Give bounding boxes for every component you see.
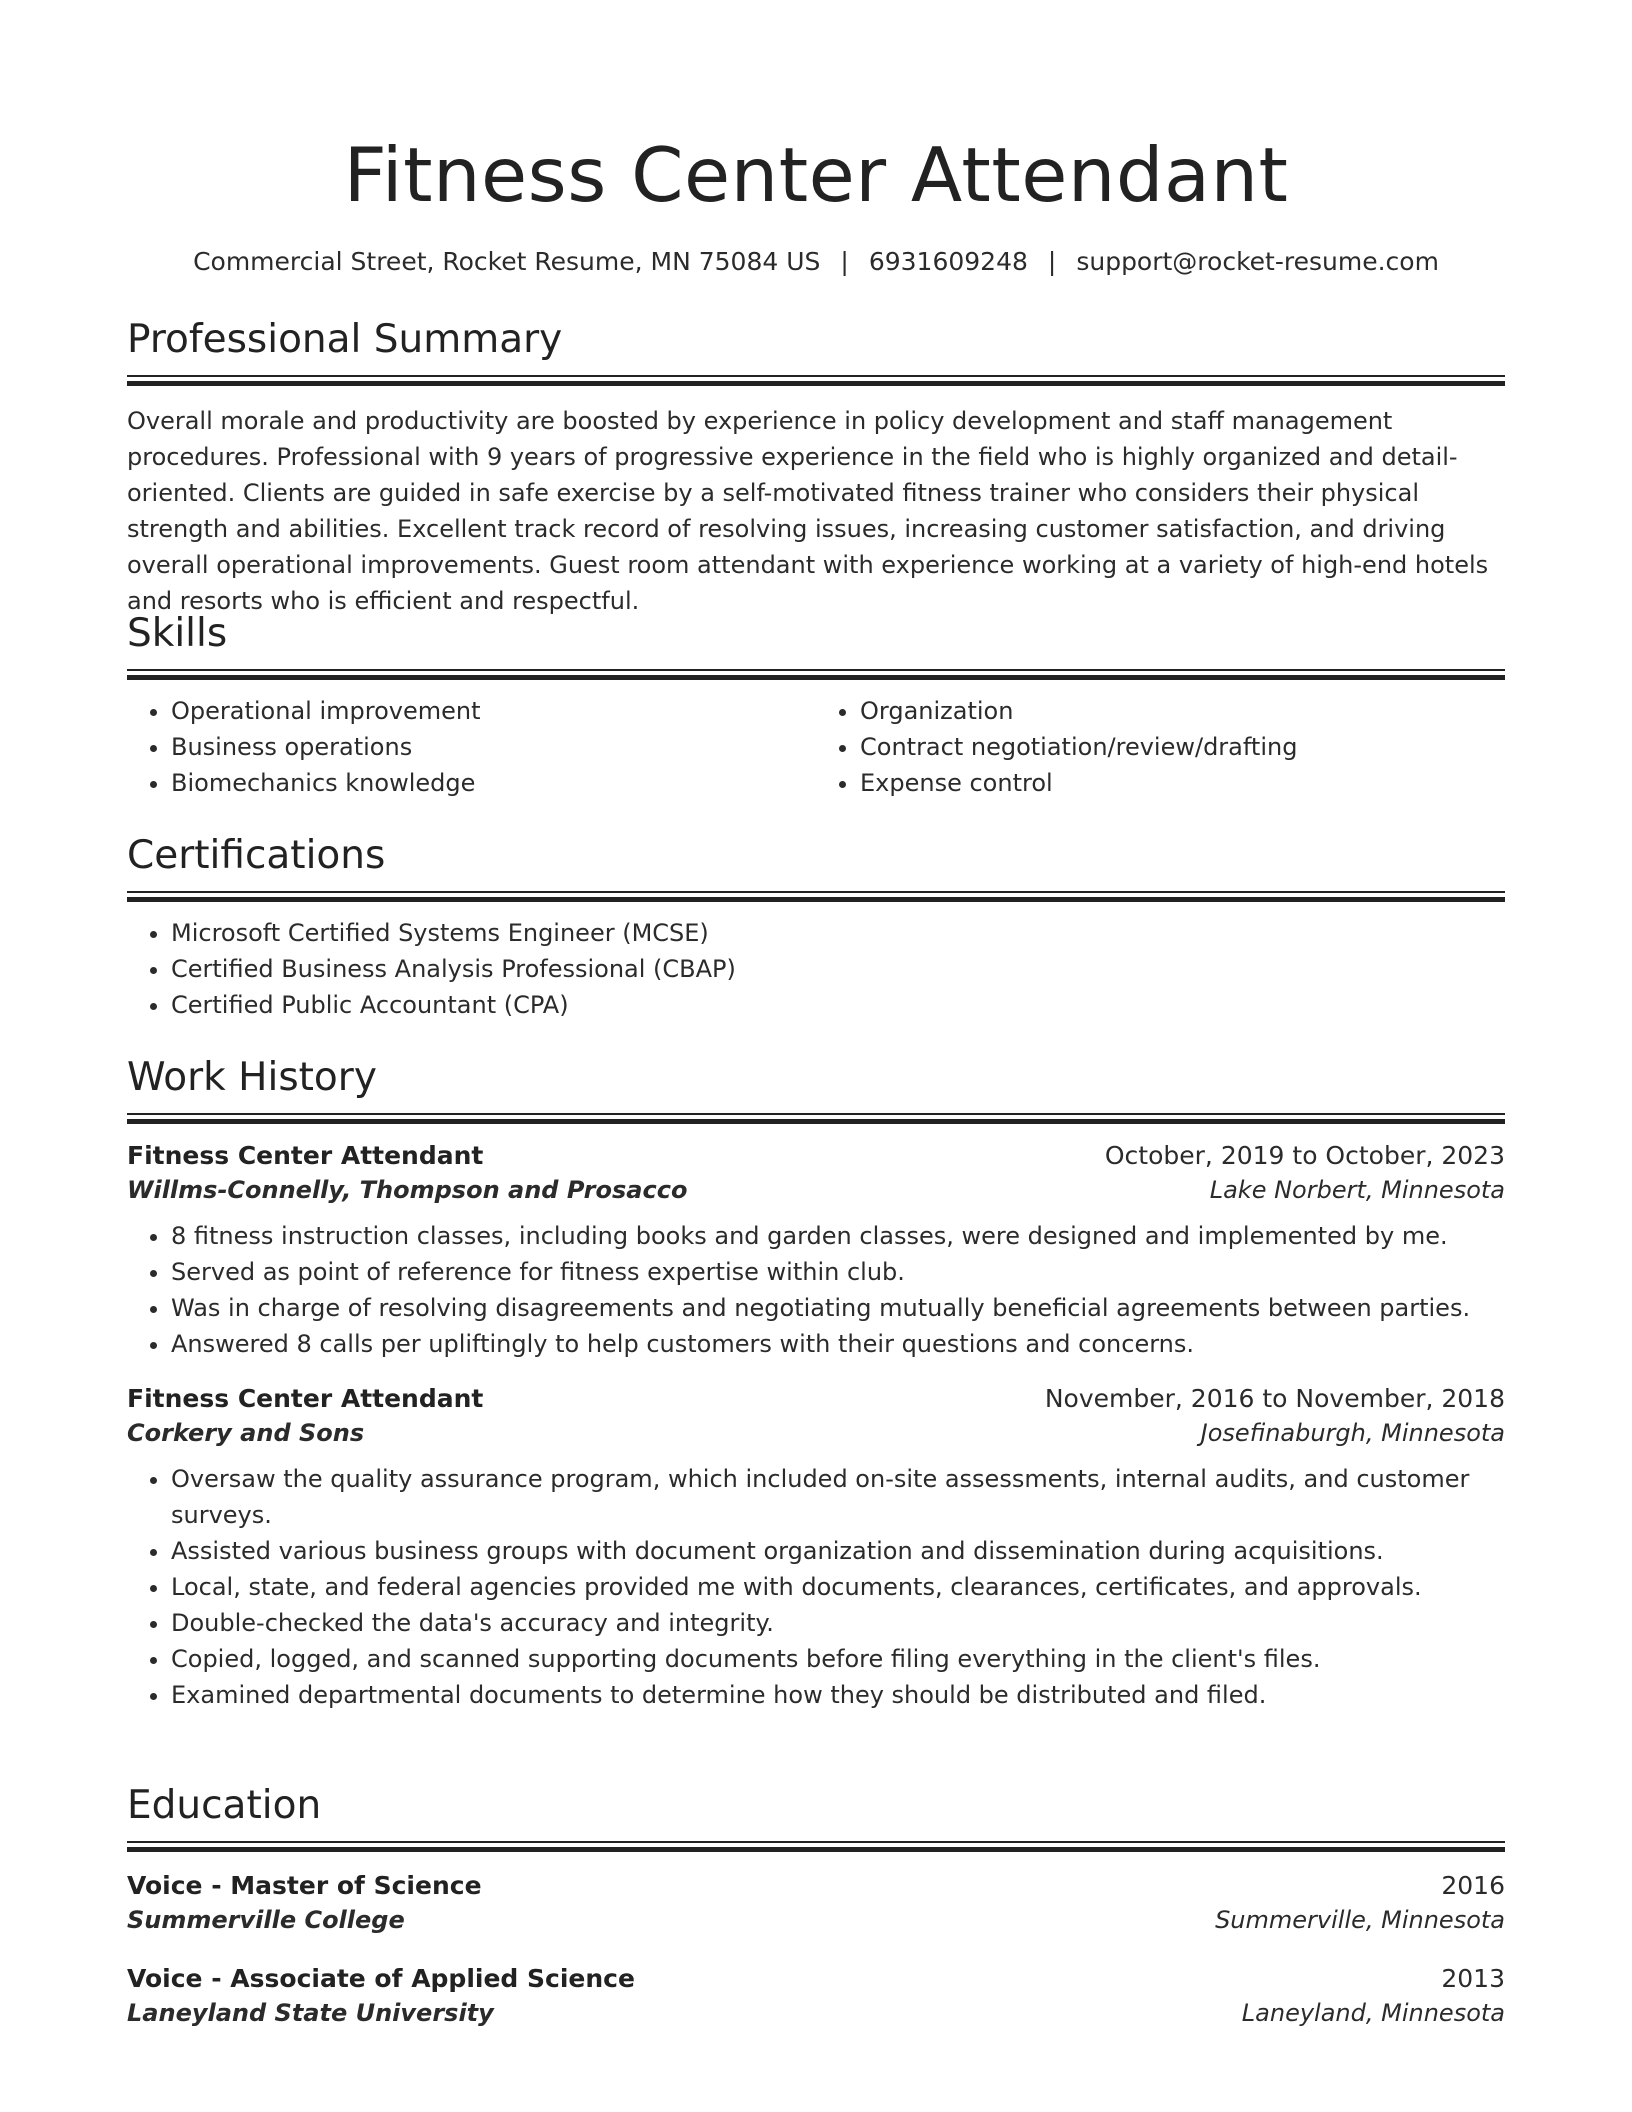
section-divider [127,1841,1505,1853]
skills-list-right [816,693,1505,801]
education-school: Laneyland State University [127,1999,494,2027]
contact-separator: | [840,247,849,276]
section-title-summary: Professional Summary [127,317,563,362]
education-degree: Voice - Master of Science [127,1871,482,1900]
contact-separator: | [1047,247,1057,276]
section-divider [127,375,1505,387]
job-bullets [127,1218,1505,1362]
job-location: Lake Norbert, Minnesota [1209,1176,1505,1204]
skill-item: • Contract negotiation/review/drafting [860,729,1505,765]
contact-address: Commercial Street, Rocket Resume, MN 75084 US [193,247,821,276]
job-dates: November, 2016 to November, 2018 [1044,1384,1505,1413]
job-bullet: • Copied, logged, and scanned supporting documents before filing everything in the client's files. [171,1641,1505,1677]
skills-list-left [127,693,816,801]
job-bullets [127,1461,1505,1713]
education-year: 2016 [1441,1871,1505,1900]
summary-text: Overall morale and productivity are boosted by experience in policy development and staff management procedures. Professional with 9 years of progressive experience in the field who is highly organized and detail-oriented. Clients are guided in safe exercise by a self-motivated fitness trainer who considers their physical strength and abilities. Excellent track record of resolving issues, increasing customer satisfaction, and driving overall operational improvements. Guest room attendant with experience working at a variety of high-end hotels and resorts who is efficient and respectful. [127,407,1489,615]
skill-item: • Expense control [860,765,1505,801]
certifications-section [127,833,1505,1023]
education-header [127,1964,1505,1993]
job-header [127,1384,1505,1413]
summary-section [127,317,1505,619]
section-divider [127,891,1505,903]
job-bullet: • Examined departmental documents to determine how they should be distributed and filed. [171,1677,1505,1713]
certification-item: • Microsoft Certified Systems Engineer (MCSE) [171,915,1505,951]
certifications-list [127,915,1505,1023]
job-location: Josefinaburgh, Minnesota [1200,1419,1505,1447]
job-bullet: • 8 fitness instruction classes, including books and garden classes, were designed and implemented by me. [171,1218,1505,1254]
skills-grid [127,693,1505,801]
job-subheader [127,1176,1505,1204]
job-title: Fitness Center Attendant [127,1141,484,1170]
education-subheader [127,1999,1505,2027]
education-subheader [127,1906,1505,1934]
section-divider [127,1113,1505,1125]
skill-item: • Operational improvement [171,693,816,729]
section-title-work-history: Work History [127,1055,377,1100]
job-bullet: • Local, state, and federal agencies provided me with documents, clearances, certificates, and approvals. [171,1569,1505,1605]
resume-header [127,128,1505,276]
certification-item: • Certified Business Analysis Professional (CBAP) [171,951,1505,987]
work-history-section [127,1055,1505,1713]
job-header [127,1141,1505,1170]
section-title-education: Education [127,1783,322,1828]
contact-line [127,247,1505,276]
job-bullet: • Was in charge of resolving disagreements and negotiating mutually beneficial agreements between parties. [171,1290,1505,1326]
education-year: 2013 [1441,1964,1505,1993]
job-bullet: • Answered 8 calls per upliftingly to help customers with their questions and concerns. [171,1326,1505,1362]
section-title-skills: Skills [127,611,228,656]
job-bullet: • Assisted various business groups with document organization and dissemination during acquisitions. [171,1533,1505,1569]
education-entry [127,1871,1505,1934]
job-title: Fitness Center Attendant [127,1384,484,1413]
education-header [127,1871,1505,1900]
education-school: Summerville College [127,1906,405,1934]
section-title-certifications: Certifications [127,833,386,878]
job-entry [127,1384,1505,1713]
skill-item: • Business operations [171,729,816,765]
education-entry [127,1964,1505,2027]
job-company: Willms-Connelly, Thompson and Prosacco [127,1176,688,1204]
job-dates: October, 2019 to October, 2023 [1104,1141,1505,1170]
job-bullet: • Served as point of reference for fitness expertise within club. [171,1254,1505,1290]
certification-item: • Certified Public Accountant (CPA) [171,987,1505,1023]
contact-phone[interactable]: 6931609248 [868,247,1028,276]
job-company: Corkery and Sons [127,1419,365,1447]
contact-email[interactable]: support@rocket-resume.com [1076,247,1439,276]
education-section [127,1783,1505,2027]
skills-section [127,611,1505,801]
section-divider [127,669,1505,681]
candidate-name: Fitness Center Attendant [343,131,1289,219]
education-location: Laneyland, Minnesota [1241,1999,1505,2027]
job-bullet: • Double-checked the data's accuracy and integrity. [171,1605,1505,1641]
skill-item: • Organization [860,693,1505,729]
job-entry [127,1141,1505,1362]
education-degree: Voice - Associate of Applied Science [127,1964,635,1993]
job-subheader [127,1419,1505,1447]
education-location: Summerville, Minnesota [1215,1906,1505,1934]
job-bullet: • Oversaw the quality assurance program, which included on-site assessments, internal audits, and customer surveys. [171,1461,1505,1533]
skill-item: • Biomechanics knowledge [171,765,816,801]
